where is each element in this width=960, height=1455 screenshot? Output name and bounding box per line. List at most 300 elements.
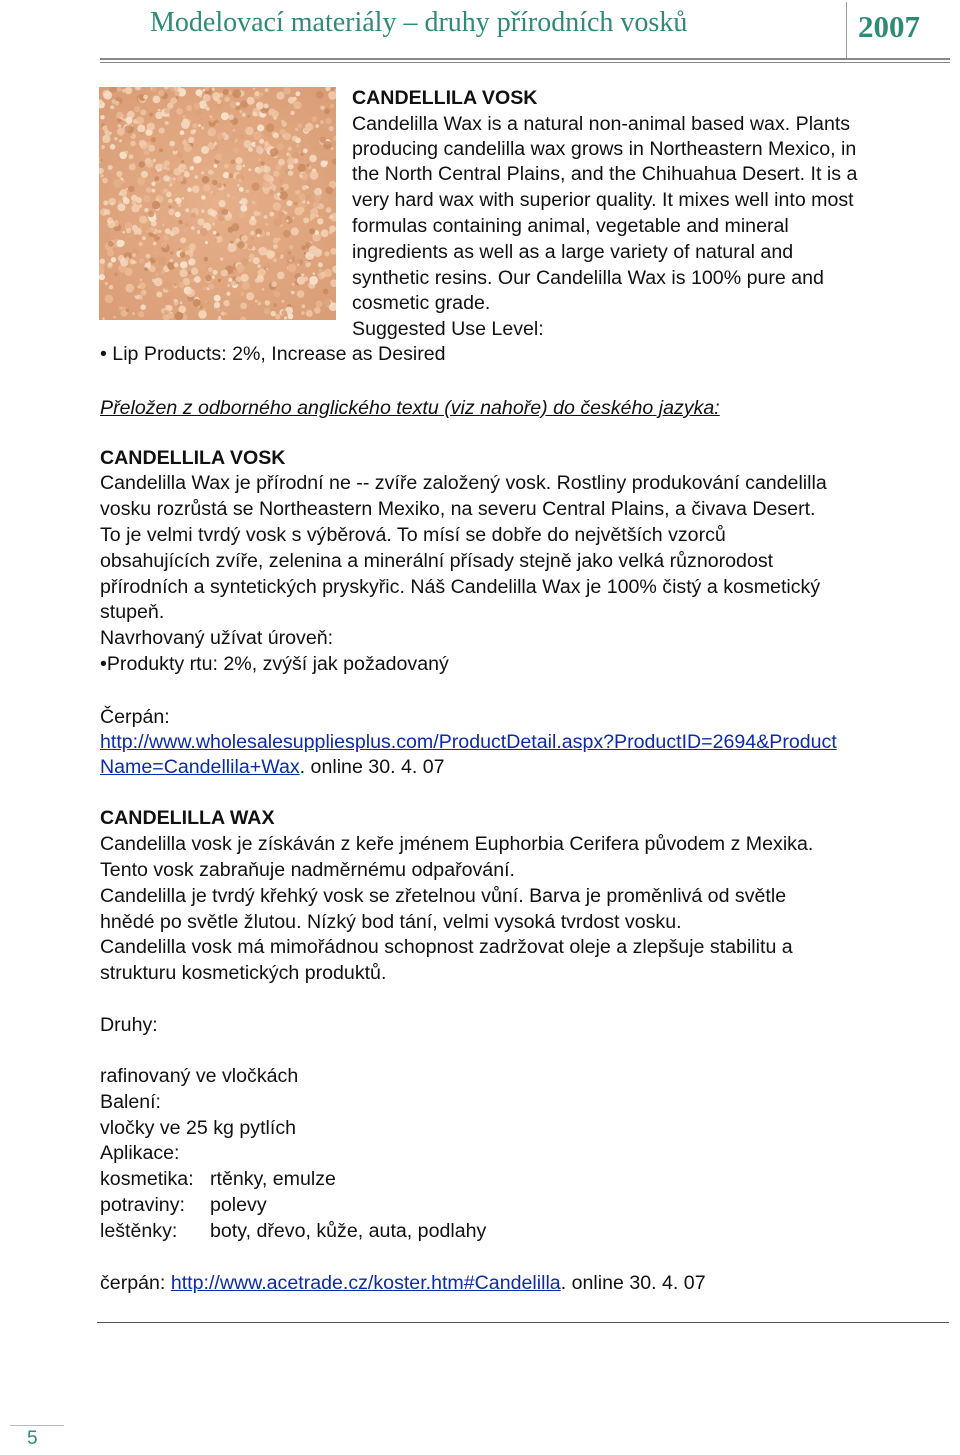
wax-granule (152, 189, 156, 193)
lip-products-bullet: • Lip Products: 2%, Increase as Desired (100, 343, 446, 365)
wax-granule (246, 190, 249, 193)
wax-granule (146, 230, 149, 233)
wax-granule (287, 200, 293, 206)
wax-granule (232, 272, 235, 275)
application-value: boty, dřevo, kůže, auta, podlahy (210, 1220, 487, 1242)
wax-granule (200, 228, 208, 236)
wax-granule (303, 148, 308, 153)
wax-granule (110, 144, 116, 150)
wax-granule (208, 131, 212, 135)
wax-granule (180, 249, 183, 252)
document-year: 2007 (858, 9, 920, 44)
wax-granule (117, 203, 125, 211)
wax-granule (147, 123, 155, 131)
wax-granule (161, 242, 167, 248)
wax-granule (330, 104, 335, 109)
wax-granule (151, 168, 157, 174)
wax-granule (125, 125, 133, 133)
wax-granule (191, 213, 196, 218)
wax-granule (201, 146, 209, 154)
wax-granule (144, 267, 148, 271)
wax-granule (251, 237, 254, 240)
paragraph-line: Candelilla vosk je získáván z keře jménem Euphorbia Cerifera původem z Mexika. (100, 833, 814, 855)
wax-granule (211, 140, 214, 143)
wax-granule (162, 224, 164, 226)
wax-granule (241, 274, 249, 282)
source-link[interactable]: http://www.wholesalesuppliesplus.com/ProductDetail.aspx?ProductID=2694&Product (100, 731, 837, 753)
wax-granule (179, 282, 185, 288)
wax-granule (151, 221, 157, 227)
paragraph-line: Tento vosk zabraňuje nadměrnému odpařování. (100, 859, 515, 881)
wax-granule (190, 166, 194, 170)
wax-granule (218, 200, 225, 207)
wax-granule (250, 231, 255, 236)
application-key: kosmetika: (100, 1168, 194, 1190)
wax-granule (125, 188, 128, 191)
wax-granule (283, 230, 291, 238)
wax-granule (262, 288, 265, 291)
wax-granule (263, 173, 270, 180)
wax-granule (247, 115, 250, 118)
wax-granule (205, 241, 208, 244)
application-value: rtěnky, emulze (210, 1168, 336, 1190)
wax-granule (220, 303, 223, 306)
wax-granule (175, 212, 181, 218)
wax-granule (215, 153, 222, 160)
wax-granule (100, 174, 103, 177)
wax-granule (204, 257, 209, 262)
wax-granule (169, 205, 172, 208)
wax-granule (202, 176, 210, 184)
wax-granule (138, 295, 143, 300)
wax-granule (182, 197, 184, 199)
wax-granule (319, 269, 322, 272)
wax-granule (242, 164, 245, 167)
wax-granule (165, 121, 169, 125)
wax-granule (152, 201, 160, 209)
wax-granule (271, 281, 277, 287)
wax-granule (288, 264, 297, 273)
wax-granule (315, 195, 322, 202)
wax-granule (266, 123, 275, 132)
wax-granule (273, 244, 278, 249)
wax-granule (315, 124, 319, 128)
wax-granule (230, 101, 237, 108)
wax-granule (107, 220, 115, 228)
wax-granule (292, 97, 296, 101)
wax-granule (264, 308, 270, 314)
wax-granule (330, 215, 334, 219)
wax-granule (146, 187, 152, 193)
wax-granule (110, 105, 114, 109)
wax-granule (143, 195, 150, 202)
baleni-label: Balení: (100, 1091, 162, 1113)
wax-granule (131, 204, 139, 212)
wax-granule (108, 262, 112, 266)
wax-granule (129, 154, 134, 159)
wax-granule (322, 309, 326, 313)
wax-granule (287, 157, 295, 165)
english-heading: CANDELLILA VOSK (352, 87, 538, 109)
wax-granule (264, 215, 268, 219)
source-label: Čerpán: (100, 706, 170, 728)
wax-granule (329, 225, 336, 232)
wax-granule (222, 209, 229, 216)
wax-granule (198, 124, 201, 127)
paragraph-line: the North Central Plains, and the Chihuahua Desert. It is a (352, 163, 858, 185)
wax-granule (113, 179, 122, 188)
wax-granule (221, 312, 225, 316)
wax-granule (232, 196, 235, 199)
wax-granule (248, 93, 251, 96)
wax-granule (231, 160, 236, 165)
wax-granule (316, 207, 318, 209)
wax-granule (273, 258, 277, 262)
wax-granule (241, 235, 248, 242)
wax-granule (108, 165, 113, 170)
wax-granule (135, 234, 141, 240)
wax-granule (159, 148, 163, 152)
footer-rule (97, 1322, 949, 1323)
page-number: 5 (27, 1428, 38, 1449)
wax-granule (203, 94, 211, 102)
wax-granule (273, 238, 279, 244)
wax-granule (284, 316, 287, 319)
paragraph-line: Suggested Use Level: (352, 318, 544, 340)
wax-granule (239, 211, 246, 218)
wax-granule (144, 208, 148, 212)
wax-granule (280, 187, 284, 191)
wax-granule (290, 111, 294, 115)
wax-granule (191, 267, 198, 274)
wax-granule (264, 144, 272, 152)
wax-granule (153, 159, 156, 162)
wax-granule (208, 284, 214, 290)
paragraph-line: producing candelilla wax grows in Northeastern Mexico, in (352, 138, 857, 160)
paragraph-line: formulas containing animal, vegetable and mineral (352, 215, 789, 237)
wax-granule (288, 154, 292, 158)
paragraph-line: obsahujících zvíře, zelenina a minerální přísady stejně jako velká různorodost (100, 550, 774, 572)
wax-granule (126, 309, 129, 312)
wax-granule (125, 284, 134, 293)
wax-granule (278, 159, 285, 166)
wax-granule (177, 152, 182, 157)
wax-granule (260, 93, 263, 96)
wax-granule (283, 87, 290, 94)
wax-granule (140, 226, 143, 229)
wax-granule (213, 270, 218, 275)
wax-granule (180, 261, 187, 268)
wax-granule (303, 217, 309, 223)
wax-granule (186, 289, 195, 298)
wax-granule (179, 269, 187, 277)
druhy-label: Druhy: (100, 1014, 158, 1036)
wax-granule (102, 317, 105, 320)
wax-granule (105, 215, 108, 218)
wax-granule (117, 128, 125, 136)
wax-granule (201, 171, 204, 174)
wax-granule (309, 155, 317, 163)
wax-granule (324, 251, 329, 256)
wax-granule (130, 141, 136, 147)
paragraph-line: strukturu kosmetických produktů. (100, 962, 387, 984)
header-rule (100, 58, 950, 60)
wax-granule (117, 240, 124, 247)
wax-granule (193, 299, 201, 307)
paragraph-line: cosmetic grade. (352, 292, 491, 314)
wax-granule (282, 122, 287, 127)
wax-granule (174, 263, 179, 268)
wax-granule (215, 239, 218, 242)
wax-granule (325, 118, 332, 125)
paragraph-line: •Produkty rtu: 2%, zvýší jak požadovaný (100, 653, 449, 675)
wax-granule (195, 175, 198, 178)
wax-granule (210, 118, 215, 123)
source-link-continued[interactable]: Name=Candellila+Wax (100, 756, 300, 778)
wax-granule (205, 275, 212, 282)
wax-granule (182, 140, 187, 145)
wax-granule (111, 257, 116, 262)
wax-granule (242, 134, 245, 137)
application-key: leštěnky: (100, 1220, 178, 1242)
wax-granule (240, 205, 247, 212)
wax-granule (174, 283, 177, 286)
wax-granule (191, 226, 195, 230)
wax-granule (316, 91, 324, 99)
wax-granule (263, 181, 271, 189)
wax-granule (155, 273, 158, 276)
wax-granule (100, 115, 104, 119)
wax-granule (139, 161, 145, 167)
paragraph-line: very hard wax with superior quality. It mixes well into most (352, 189, 854, 211)
wax-granule (300, 175, 303, 178)
wax-granule (105, 282, 108, 285)
wax-granule (197, 218, 204, 225)
wax-granule (278, 211, 285, 218)
wax-granule (199, 95, 202, 98)
wax-granule (247, 97, 255, 105)
wax-granule (129, 164, 136, 171)
wax-granule (178, 315, 181, 318)
wax-granule (312, 116, 318, 122)
wax-granule (244, 140, 252, 148)
wax-granule (114, 273, 118, 277)
wax-granule (139, 140, 146, 147)
wax-granule (269, 212, 274, 217)
wax-granule (193, 129, 196, 132)
paragraph-line: To je velmi tvrdý vosk s výběrová. To mísí se dobře do největších vzorců (100, 524, 726, 546)
wax-granule (312, 272, 315, 275)
wax-granule (292, 136, 298, 142)
wax-granule (189, 262, 192, 265)
wax-granule (253, 131, 262, 140)
wax-granule (213, 231, 216, 234)
wax-granule (258, 302, 262, 306)
wax-granule (227, 284, 230, 287)
wax-granule (288, 171, 293, 176)
wax-granule (228, 90, 232, 94)
wax-granule (316, 301, 323, 308)
wax-granule (275, 314, 281, 320)
wax-granule (203, 184, 210, 191)
wax-granule (234, 242, 237, 245)
paragraph-line: Navrhovaný užívat úroveň: (100, 627, 334, 649)
wax-granule (232, 89, 241, 98)
wax-granule (273, 171, 279, 177)
wax-granule (296, 144, 300, 148)
wax-granule (223, 89, 229, 95)
wax-granule (301, 245, 306, 250)
wax-granule (258, 268, 266, 276)
wax-granule (289, 245, 293, 249)
wax-granule (273, 202, 282, 211)
wax-granule (140, 304, 146, 310)
wax-granule (158, 109, 161, 112)
wax-granule (237, 241, 244, 248)
wax-granule (294, 207, 302, 215)
wax-granule (148, 211, 154, 217)
wax-granule (297, 263, 300, 266)
wax-granule (297, 276, 306, 285)
wax-granule (277, 193, 280, 196)
paragraph-line: přírodních a syntetických pryskyřic. Náš Candelilla Wax je 100% čistý a kosmetický (100, 576, 821, 598)
wax-granule (139, 242, 143, 246)
wax-granule (169, 183, 172, 186)
wax-granule (296, 91, 301, 96)
wax-granule (140, 109, 146, 115)
wax-granule (274, 291, 280, 297)
wax-granule (107, 123, 116, 132)
wax-granule (214, 164, 218, 168)
wax-granule (180, 130, 185, 135)
wax-granule (285, 216, 293, 224)
wax-granule (313, 146, 317, 150)
wax-granule (295, 189, 300, 194)
wax-granule (259, 139, 264, 144)
wax-granule (237, 184, 240, 187)
wax-granule (307, 201, 310, 204)
wax-granule (263, 187, 269, 193)
wax-granule (320, 137, 326, 143)
wax-granule (151, 137, 156, 142)
wax-granule (320, 160, 327, 167)
wax-granule (168, 313, 174, 319)
wax-granule (228, 114, 234, 120)
wax-granule (255, 143, 259, 147)
wax-granule (274, 218, 282, 226)
paragraph-line: Candelilla Wax je přírodní ne -- zvíře založený vosk. Rostliny produkování candelilla (100, 472, 827, 494)
wax-granule (218, 215, 225, 222)
wax-granule (231, 281, 236, 286)
wax-granule (251, 216, 255, 220)
acetrade-source-date: . online 30. 4. 07 (560, 1272, 706, 1294)
wax-granule (294, 202, 297, 205)
wax-granule (183, 115, 186, 118)
wax-granule (253, 112, 258, 117)
wax-granule (128, 186, 135, 193)
wax-granule (118, 301, 125, 308)
wax-granule (301, 304, 305, 308)
wax-granule (331, 147, 334, 150)
wax-granule (236, 264, 245, 273)
wax-granule (181, 160, 184, 163)
wax-granule (123, 307, 126, 310)
wax-granule (132, 201, 136, 205)
wax-granule (122, 231, 125, 234)
wax-granule (230, 241, 233, 244)
wax-granule (314, 307, 321, 314)
wax-granule (180, 237, 186, 243)
paragraph-line: Candelilla vosk má mimořádnou schopnost zadržovat oleje a zlepšuje stabilitu a (100, 936, 793, 958)
wax-granule (279, 179, 283, 183)
wax-granule (192, 185, 200, 193)
wax-granule (208, 267, 213, 272)
wax-granule (155, 176, 160, 181)
candelilla-wax-photo (99, 87, 336, 320)
wax-granule (291, 227, 299, 235)
wax-granule (288, 251, 291, 254)
wax-granule (240, 198, 247, 205)
wax-granule (224, 102, 227, 105)
wax-granule (231, 138, 236, 143)
wax-granule (212, 92, 220, 100)
wax-granule (210, 115, 212, 117)
wax-granule (140, 279, 143, 282)
wax-granule (168, 199, 172, 203)
wax-granule (164, 108, 170, 114)
wax-granule (309, 276, 318, 285)
wax-granule (273, 303, 277, 307)
wax-granule (164, 282, 172, 290)
wax-granule (108, 253, 111, 256)
wax-granule (233, 148, 239, 154)
wax-granule (149, 113, 153, 117)
acetrade-link[interactable]: http://www.acetrade.cz/koster.htm#Candelilla (170, 1272, 561, 1294)
wax-granule (252, 201, 255, 204)
wax-granule (255, 300, 258, 303)
wax-granule (266, 232, 270, 236)
wax-granule (117, 87, 122, 92)
source-link-line1[interactable] (100, 730, 837, 755)
header-rule-thin (100, 62, 950, 63)
translation-intro: Přeložen z odborného anglického textu (viz nahoře) do českého jazyka: (100, 397, 720, 419)
wax-granule (220, 257, 223, 260)
wax-granule (324, 109, 330, 115)
wax-granule (242, 113, 246, 117)
wax-granule (224, 164, 229, 169)
wax-granule (141, 171, 148, 178)
wax-granule (320, 272, 326, 278)
aplikace-label: Aplikace: (100, 1142, 180, 1164)
wax-granule (100, 259, 105, 264)
wax-granule (222, 132, 226, 136)
wax-granule (310, 171, 319, 180)
wax-granule (217, 183, 223, 189)
paragraph-line: ingredients as well as a large variety of natural and (352, 241, 794, 263)
wax-granule (301, 311, 304, 314)
wax-granule (164, 189, 168, 193)
wax-granule (283, 133, 291, 141)
wax-granule (201, 126, 204, 129)
wax-granule (146, 160, 154, 168)
wax-granule (191, 279, 195, 283)
wax-granule (309, 246, 318, 255)
wax-granule (214, 295, 221, 302)
wax-granule (267, 251, 275, 259)
wax-granule (226, 292, 230, 296)
wax-granule (170, 251, 173, 254)
wax-granule (148, 233, 152, 237)
